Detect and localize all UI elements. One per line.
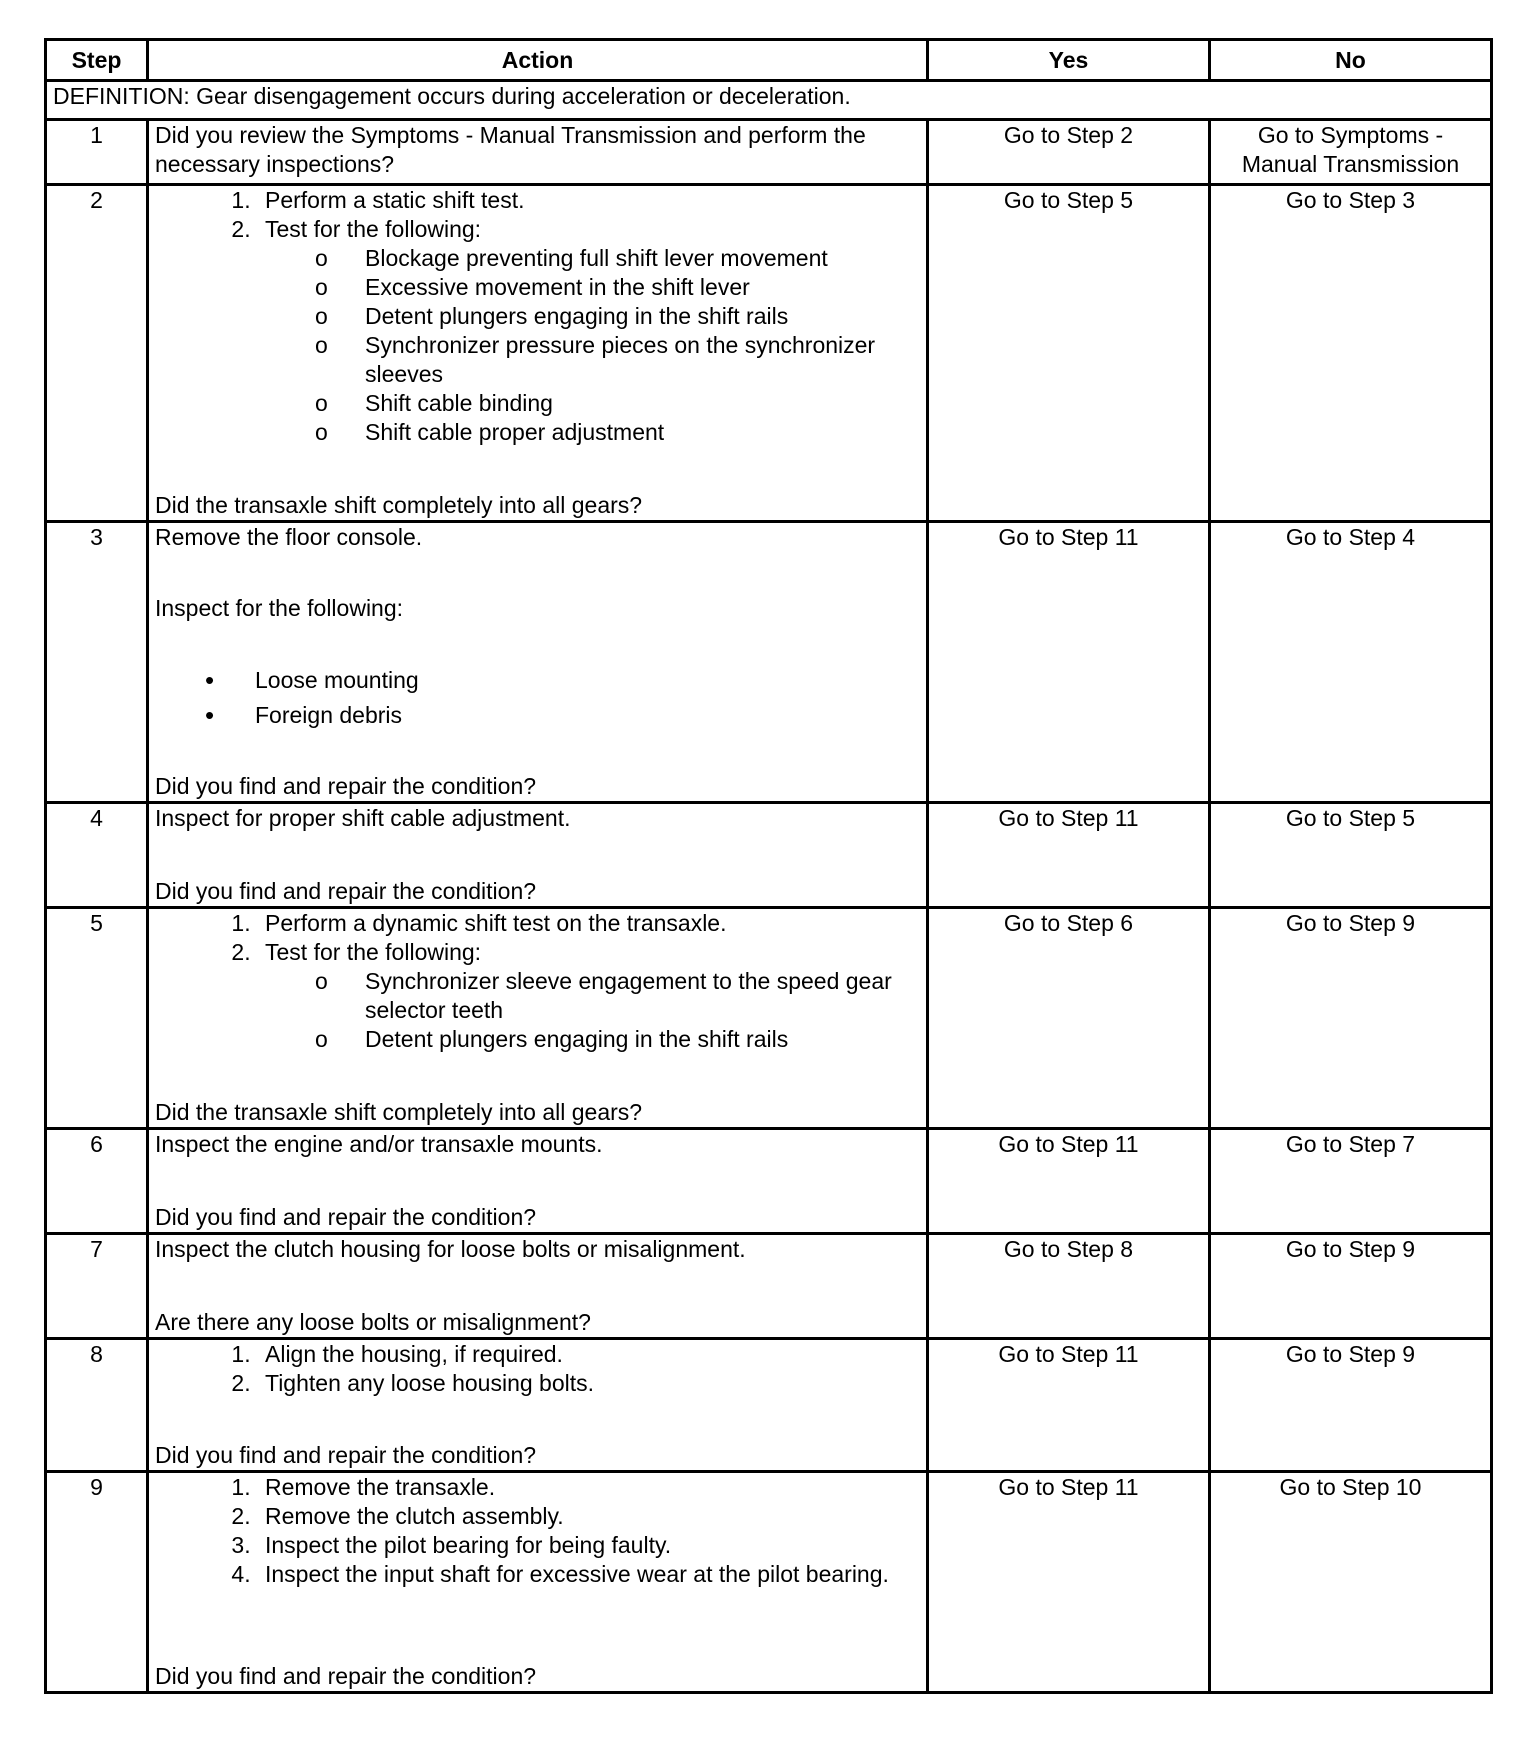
step-number: 6 (46, 1129, 148, 1234)
no-result: Go to Symptoms - Manual Transmission (1210, 120, 1492, 185)
action-question: Did you review the Symptoms - Manual Transmission and perform the necessary inspections? (155, 122, 866, 177)
action-steps (155, 909, 920, 1054)
list-item: 3. Inspect the pilot bearing for being faulty. (257, 1531, 920, 1560)
action-intro-2: Inspect for the following: (155, 595, 404, 622)
yes-result: Go to Step 5 (928, 185, 1210, 522)
sub-list-item: o Blockage preventing full shift lever movement (357, 244, 920, 273)
action-question: Did you find and repair the condition? (155, 1663, 537, 1689)
yes-result: Go to Step 6 (928, 908, 1210, 1129)
action-cell (148, 1129, 928, 1234)
yes-result: Go to Step 11 (928, 1472, 1210, 1693)
no-result: Go to Step 7 (1210, 1129, 1492, 1234)
action-cell (148, 185, 928, 522)
action-question: Did you find and repair the condition? (155, 772, 537, 799)
action-intro: Inspect the engine and/or transaxle mounts. (155, 1131, 603, 1157)
list-item: 2. Tighten any loose housing bolts. (257, 1369, 920, 1398)
step-number: 9 (46, 1472, 148, 1693)
numbered-list (155, 1340, 920, 1398)
yes-result: Go to Step 11 (928, 803, 1210, 908)
action-question: Are there any loose bolts or misalignment? (155, 1309, 591, 1335)
no-result: Go to Step 9 (1210, 1339, 1492, 1472)
sub-list-item: o Detent plungers engaging in the shift rails (357, 302, 920, 331)
header-yes: Yes (928, 40, 1210, 81)
action-cell (148, 908, 928, 1129)
list-item: 2. Test for the following: o Blockage preventing full shift lever movement o Excessive movement in the shift lever o Detent plungers engaging in the shift rails o Synchronizer pressure pieces on the synchronizer sleeves o Shift cable binding o Shift cable proper adjustment (257, 215, 920, 447)
numbered-list (155, 909, 920, 1054)
table-row (46, 522, 1492, 803)
list-item: 1. Remove the transaxle. (257, 1473, 920, 1502)
action-intro: Inspect the clutch housing for loose bolts or misalignment. (155, 1236, 746, 1262)
action-cell (148, 1472, 928, 1693)
header-step: Step (46, 40, 148, 81)
bullet-list (155, 666, 920, 730)
definition-text: DEFINITION: Gear disengagement occurs during acceleration or deceleration. (46, 81, 1492, 120)
action-question: Did the transaxle shift completely into all gears? (155, 1099, 643, 1125)
no-result: Go to Step 4 (1210, 522, 1492, 803)
action-question: Did you find and repair the condition? (155, 1204, 537, 1230)
bullet-item: • Foreign debris (255, 701, 920, 730)
list-item: 1. Perform a static shift test. (257, 186, 920, 215)
list-item: 1. Align the housing, if required. (257, 1340, 920, 1369)
step-number: 3 (46, 522, 148, 803)
step-number: 5 (46, 908, 148, 1129)
numbered-list (155, 186, 920, 447)
yes-result: Go to Step 11 (928, 1129, 1210, 1234)
table-row (46, 185, 1492, 522)
no-result: Go to Step 9 (1210, 908, 1492, 1129)
yes-result: Go to Step 2 (928, 120, 1210, 185)
header-action: Action (148, 40, 928, 81)
action-question: Did you find and repair the condition? (155, 1442, 537, 1468)
action-cell (148, 1339, 928, 1472)
no-result: Go to Step 3 (1210, 185, 1492, 522)
no-result: Go to Step 10 (1210, 1472, 1492, 1693)
diagnostic-table (44, 38, 1493, 1694)
table-row (46, 1339, 1492, 1472)
step-number: 1 (46, 120, 148, 185)
table-row (46, 908, 1492, 1129)
numbered-list (155, 1473, 920, 1589)
action-intro: Inspect for proper shift cable adjustment. (155, 805, 571, 831)
table-row (46, 1472, 1492, 1693)
yes-result: Go to Step 11 (928, 522, 1210, 803)
action-cell (148, 1234, 928, 1339)
bullet-item: • Loose mounting (255, 666, 920, 695)
step-number: 7 (46, 1234, 148, 1339)
action-cell (148, 120, 928, 185)
table-row (46, 1129, 1492, 1234)
list-item: 2. Remove the clutch assembly. (257, 1502, 920, 1531)
header-no: No (1210, 40, 1492, 81)
table-row (46, 1234, 1492, 1339)
action-cell (148, 803, 928, 908)
no-result: Go to Step 9 (1210, 1234, 1492, 1339)
list-item: 1. Perform a dynamic shift test on the transaxle. (257, 909, 920, 938)
sub-list-item: o Shift cable proper adjustment (357, 418, 920, 447)
sub-list-item: o Synchronizer sleeve engagement to the speed gear selector teeth (357, 967, 920, 1025)
list-item: 4. Inspect the input shaft for excessive wear at the pilot bearing. (257, 1560, 920, 1589)
table-row (46, 120, 1492, 185)
sub-list-item: o Synchronizer pressure pieces on the synchronizer sleeves (357, 331, 920, 389)
step-number: 4 (46, 803, 148, 908)
action-cell (148, 522, 928, 803)
no-result: Go to Step 5 (1210, 803, 1492, 908)
step-number: 2 (46, 185, 148, 522)
action-steps (155, 186, 920, 447)
sub-list-item: o Detent plungers engaging in the shift rails (357, 1025, 920, 1054)
sub-list-item: o Excessive movement in the shift lever (357, 273, 920, 302)
sub-list (265, 967, 920, 1054)
list-item: 2. Test for the following: o Synchronizer sleeve engagement to the speed gear selector teeth o Detent plungers engaging in the shift rails (257, 938, 920, 1054)
step-number: 8 (46, 1339, 148, 1472)
definition-row (46, 81, 1492, 120)
sub-list-item: o Shift cable binding (357, 389, 920, 418)
action-intro: Remove the floor console. (155, 524, 423, 550)
table-row (46, 803, 1492, 908)
header-row (46, 40, 1492, 81)
yes-result: Go to Step 11 (928, 1339, 1210, 1472)
action-question: Did you find and repair the condition? (155, 878, 537, 904)
sub-list (265, 244, 920, 447)
action-question: Did the transaxle shift completely into all gears? (155, 492, 643, 518)
yes-result: Go to Step 8 (928, 1234, 1210, 1339)
